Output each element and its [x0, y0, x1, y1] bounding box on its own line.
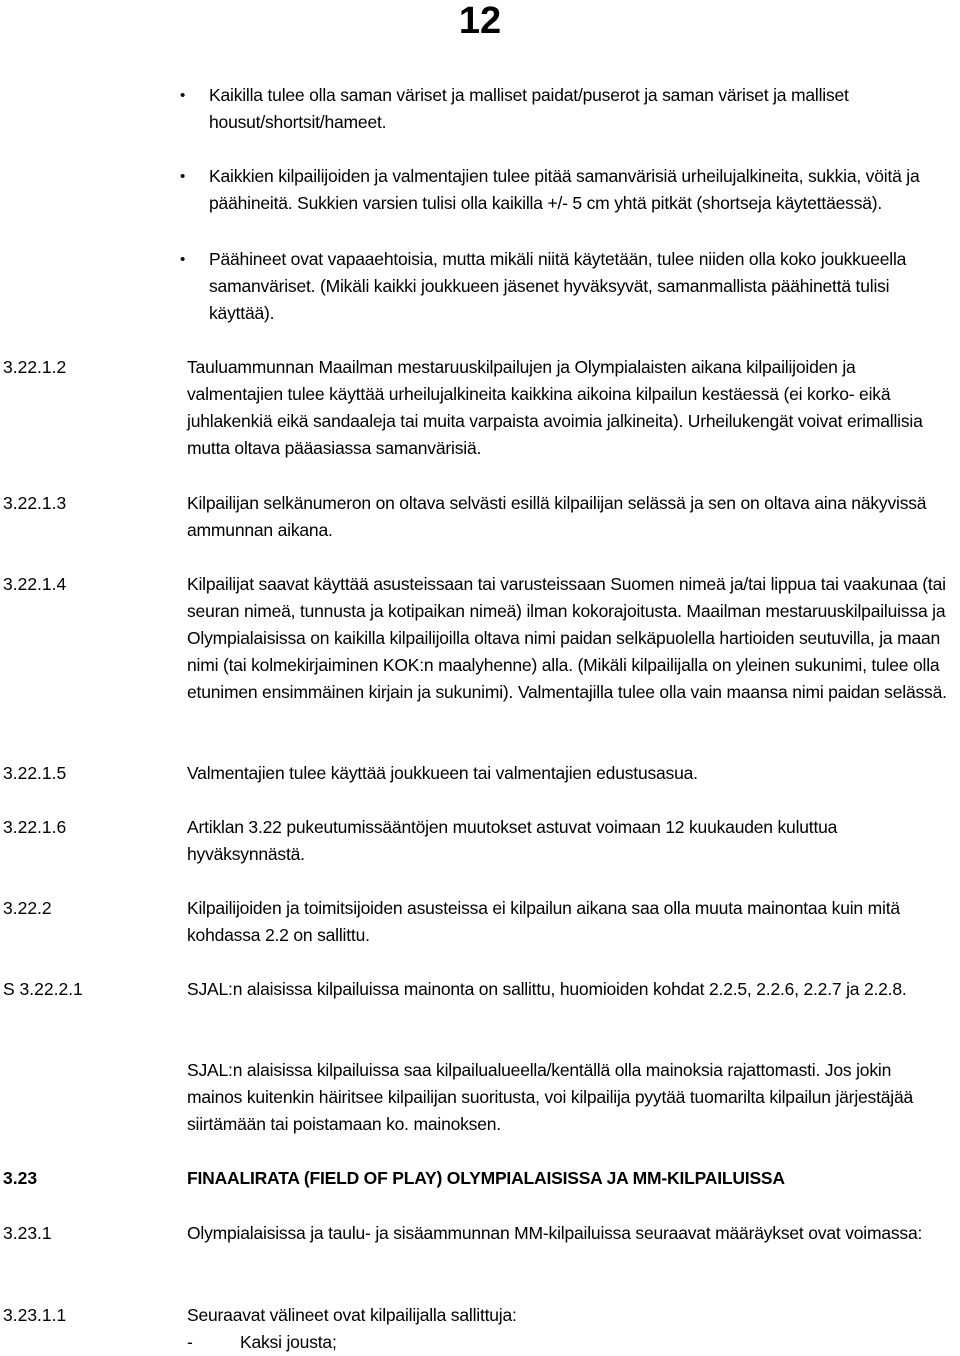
section-text: Kilpailijat saavat käyttää asusteissaan tai varusteissaan Suomen nimeä ja/tai lippua tai vaakunaa (tai seuran nimeä, tunnusta ja kotipaikan nimeä) ilman kokorajoitusta. Maailman mestaruuskilpailuissa ja Olympialaisissa on kaikilla kilpailijoilla oltava nimi paidan selkäpuolella hartioiden seutuvilla, ja maan nimi (tai kolmekirjaiminen KOK:n maalyhenne) alla. (Mikäli kilpailijalla on yleinen sukunimi, tulee olla etunimen ensimmäinen kirjain ja sukunimi). Valmentajilla tulee olla vain maansa nimi paidan selässä.	[187, 574, 947, 702]
bullet-text: Päähineet ovat vapaaehtoisia, mutta mikäli niitä käytetään, tulee niiden olla koko joukkueella samanväriset. (Mikäli kaikki joukkueen jäsenet hyväksyvät, samanmallista päähinettä tulisi käyttää).	[209, 249, 907, 323]
section-number: 3.22.1.3	[3, 493, 67, 513]
list-marker: -	[187, 1332, 193, 1352]
section-3-23-1-1	[0, 1302, 960, 1356]
section-text: Valmentajien tulee käyttää joukkueen tai valmentajien edustusasua.	[187, 763, 698, 783]
section-text: SJAL:n alaisissa kilpailuissa saa kilpailualueella/kentällä olla mainoksia rajattomasti. Jos jokin mainos kuitenkin häiritsee kilpailijan suoritusta, voi kilpailija pyytää tuomarilta kilpailun järjestäjää siirtämään tai poistamaan ko. mainoksen.	[187, 1060, 914, 1134]
bullet-item	[180, 82, 940, 136]
list-item-text: Kaksi jousta;	[240, 1332, 337, 1352]
section-paragraph: Seuraavat välineet ovat kilpailijalla sallittuja:	[187, 1305, 517, 1325]
section-3-22-1-3	[0, 490, 960, 544]
bullet-icon: •	[180, 168, 186, 185]
bullet-icon: •	[180, 87, 186, 104]
bullet-icon: •	[180, 251, 186, 268]
section-heading: FINAALIRATA (FIELD OF PLAY) OLYMPIALAISISSA JA MM-KILPAILUISSA	[187, 1168, 785, 1188]
section-number: 3.23.1.1	[3, 1305, 67, 1325]
section-text	[187, 1302, 947, 1356]
section-text: Olympialaisissa ja taulu- ja sisäammunnan MM-kilpailuissa seuraavat määräykset ovat voimassa:	[187, 1223, 923, 1243]
section-number: 3.22.2	[3, 898, 52, 918]
section-number: 3.22.1.6	[3, 817, 67, 837]
section-3-23	[0, 1165, 960, 1192]
section-3-22-1-2	[0, 354, 960, 462]
section-3-22-1-6	[0, 814, 960, 868]
section-number: 3.23	[3, 1168, 38, 1188]
section-text: Kilpailijoiden ja toimitsijoiden asusteissa ei kilpailun aikana saa olla muuta mainontaa kuin mitä kohdassa 2.2 on sallittu.	[187, 898, 900, 945]
page-number: 12	[458, 0, 502, 42]
section-number: 3.22.1.2	[3, 357, 67, 377]
section-3-22-2	[0, 895, 960, 949]
section-3-22-1-5	[0, 760, 960, 787]
section-s-3-22-2-1	[0, 976, 960, 1003]
section-number: 3.22.1.5	[3, 763, 67, 783]
section-s-3-22-2-1-cont	[0, 1057, 960, 1138]
section-text: Kilpailijan selkänumeron on oltava selvästi esillä kilpailijan selässä ja sen on oltava aina näkyvissä ammunnan aikana.	[187, 493, 927, 540]
section-number: S 3.22.2.1	[3, 979, 83, 999]
section-text: Tauluammunnan Maailman mestaruuskilpailujen ja Olympialaisten aikana kilpailijoiden ja valmentajien tulee käyttää urheilujalkineita kaikkina aikoina kilpailun kestäessä (ei korko- eikä juhlakenkiä eikä sandaaleja tai muita varpaista avoimia jalkineita). Urheilukengät voivat erimallisia mutta oltava pääasiassa samanvärisiä.	[187, 357, 923, 458]
bullet-item	[180, 163, 940, 217]
bullet-text: Kaikilla tulee olla saman väriset ja malliset paidat/puserot ja saman väriset ja malliset housut/shortsit/hameet.	[209, 85, 849, 132]
section-3-23-1	[0, 1220, 960, 1247]
section-number: 3.22.1.4	[3, 574, 67, 594]
section-3-22-1-4	[0, 571, 960, 706]
bullet-text: Kaikkien kilpailijoiden ja valmentajien tulee pitää samanvärisiä urheilujalkineita, sukkia, vöitä ja päähineitä. Sukkien varsien tulisi olla kaikilla +/- 5 cm yhtä pitkät (shortseja käytettäessä).	[209, 166, 920, 213]
section-number: 3.23.1	[3, 1223, 52, 1243]
section-text: SJAL:n alaisissa kilpailuissa mainonta on sallittu, huomioiden kohdat 2.2.5, 2.2.6, 2.2.7 ja 2.2.8.	[187, 979, 907, 999]
list-item	[187, 1329, 947, 1356]
section-text: Artiklan 3.22 pukeutumissääntöjen muutokset astuvat voimaan 12 kuukauden kuluttua hyväksynnästä.	[187, 817, 838, 864]
bullet-item	[180, 246, 940, 327]
